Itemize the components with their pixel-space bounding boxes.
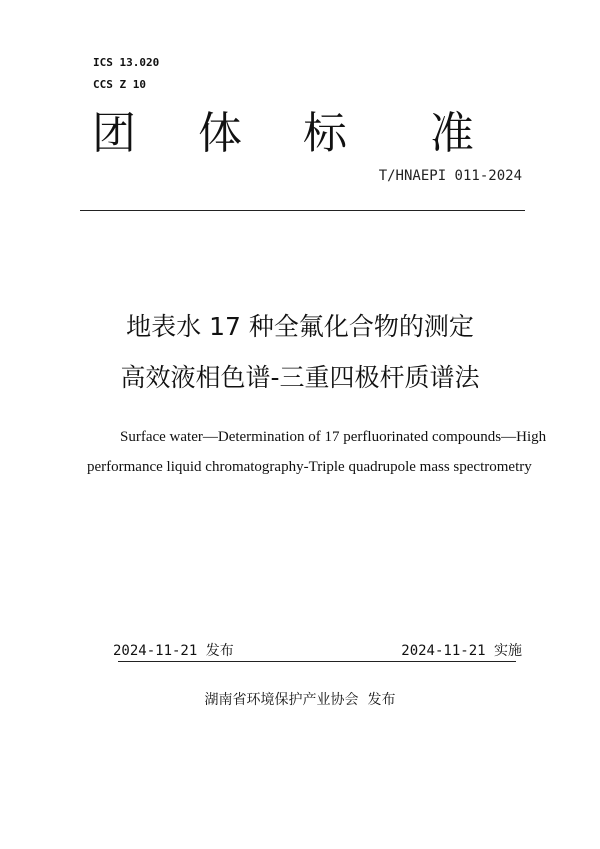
issuing-organization: 湖南省环境保护产业协会 发布 xyxy=(204,692,396,708)
publish-date xyxy=(113,640,234,660)
english-title-line-1: Surface water—Determination of 17 perfluorinated compounds—High xyxy=(120,429,547,445)
ics-code: ICS 13.020 xyxy=(93,56,160,69)
english-title-line-2: performance liquid chromatography-Triple quadrupole mass spectrometry xyxy=(87,459,532,475)
ccs-code: CCS Z 10 xyxy=(93,78,146,91)
standard-type-title xyxy=(92,108,482,160)
publish-date-value: 2024-11-21 xyxy=(113,643,198,659)
standard-type-char: 标 xyxy=(303,108,347,159)
footer-divider xyxy=(118,661,516,662)
publish-label: 发布 xyxy=(205,643,234,659)
standard-type-char: 体 xyxy=(198,108,242,159)
implement-label: 实施 xyxy=(494,643,522,659)
chinese-title-line-2: 高效液相色谱-三重四极杆质谱法 xyxy=(120,363,480,392)
chinese-title-line-1: 地表水 17 种全氟化合物的测定 xyxy=(126,312,474,341)
standard-number: T/HNAEPI 011-2024 xyxy=(378,168,522,184)
standard-type-char: 准 xyxy=(430,108,474,159)
implement-date xyxy=(401,640,522,660)
implement-date-value: 2024-11-21 xyxy=(401,643,486,659)
header-divider xyxy=(80,210,525,211)
standard-type-char: 团 xyxy=(92,108,136,159)
